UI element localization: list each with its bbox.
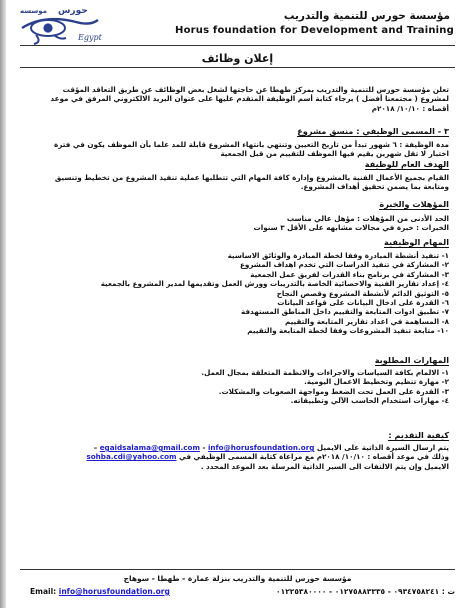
duration-line: مدة الوظيفة : ٦ شهور تبدأ من تاريخ التعيين وتنتهي بانتهاء المشروع قابلة للمد علما بأن الموظف يكون في فترة [53,140,449,149]
qualification-item: الخبرات : خبرة في مجالات مشابهه على الأقل ٣ سنوات [253,223,449,233]
skill-item: ١- الالمام بكافة السياسات والاجراءات والانظمة المتعلقة بمجال العمل. [201,368,449,377]
logo-text-bottom: Egypt [78,33,102,42]
email-link-1[interactable]: info@horusfoundation.org [207,443,315,452]
intro-line: تعلن مؤسسة حورس للتنمية والتدريب بمركز طهطا عن حاجتها لشغل بعض الوظائف عن طريق التعاقد المؤقت [62,85,449,94]
apply-paragraph [21,443,449,471]
tasks-heading [21,237,449,247]
skill-item: ٢- مهارة تنظيم وتخطيط الاعمال اليومية. [304,377,449,387]
org-name-english: Horus foundation for Development and Training [175,25,454,36]
job-goal-heading [21,159,449,169]
document-page [10,0,461,608]
skills-list [21,368,449,406]
task-item: ٨- المساهمة في اعداد تقارير المتابعة والتقييم [284,316,449,326]
task-item: ٧- تطبيق ادوات المتابعة والتقييم داخل المناطق المستهدفة [240,307,449,317]
email-link-2[interactable]: egaidsalama@gmail.com [99,443,200,452]
apply-line-2-text: وذلك في موعد أقصاه : ١٠/١٠/ ٢٠١٨م مع مراعاة كتابة المسمى الوظيفي في [179,452,449,462]
duration-paragraph [21,140,449,159]
footer-divider [20,569,455,570]
task-item: ١٠- متابعة تنفيذ المشروعات وفقا لخطة المتابعة والتقييم [247,326,449,336]
skills-heading-text: المهارات المطلوبة [374,355,449,365]
job-goal-heading-text: الهدف العام للوظيفة [364,159,449,169]
intro-paragraph [21,85,449,113]
apply-line-3: الايميل وإن يتم الالتفات الى السير الذاتية المرسلة بعد الموعد المحدد . [200,461,449,471]
skills-heading [21,355,449,365]
position-title [21,126,449,136]
apply-heading-text: كيفية التقديم : [388,430,449,440]
footer-email-label: Email: [30,587,57,596]
skill-item: ٤- مهارات استخدام الحاسب الآلي وتطبيقاته. [290,396,449,406]
header-divider [20,45,455,46]
skill-item: ٣- القدرة على العمل تحت الضغط ومواجهة الصعوبات والمشكلات. [218,386,449,396]
task-item: ٣- المشاركة في برنامج بناء القدرات لفريق عمل الجمعية [250,269,449,279]
position-title-text: ٣ - المسمى الوظيفي : منسق مشروع [297,126,449,136]
task-item: ٤- إعداد تقارير الفنية والاحصائية الخاصة بالتدريبات وورش العمل وتقديمها لمدير المشروع بالجمعية [100,279,449,289]
duration-line: اختبار لا تقل شهرين يقيم فيها الموظف للتقييم من قبل الجمعية [220,149,449,159]
qualifications-heading-text: المؤهلات والخبرة [379,199,449,209]
apply-line-1: يتم ارسال السيرة الذاتية على الايميل egaidsalama@gmail.com - info@horusfoundation.org – [93,443,449,452]
footer-email-link[interactable]: info@horusfoundation.org [58,587,170,596]
task-item: ٦- القدرة على ادخال البيانات على قواعد البيانات [277,298,449,308]
logo-prefix: موسسه [20,7,47,15]
footer-phones: ت : ٠٩٣٤٧٥٨٢٤١ - ٠١٢٧٥٨٨٣٣٣٥ - ٠١٢٢٥٣٨٠٠٠٠ [276,587,455,596]
page-shadow-edge [0,0,6,608]
job-goal-paragraph [21,173,449,192]
qualifications-list [21,214,449,233]
task-item: ٥- التوثيق الدائم لأنشطة المشروع وقصص النجاح [276,288,449,298]
apply-heading [21,430,449,440]
footer-email-block [30,587,170,596]
email-link-3[interactable]: sohba.cdi@yahoo.com [86,452,177,462]
apply-line-2 [21,452,449,461]
task-item: ٢- المشاركة في تنفيذ الدراسات التي تخدم اهداف المشروع [239,260,449,270]
intro-line: أقصاه : ١٠/١٠/ ٢٠١٨م [371,103,449,113]
tasks-heading-text: المهام الوظيفية [384,237,449,247]
tasks-list [21,251,449,336]
apply-line-1-text: يتم ارسال السيرة الذاتية على الايميل [316,443,449,452]
job-goal-line: القيام بجميع الأعمال الفنية بالمشروع وإدارة كافة المهام التي تتطلبها عملية تنفيذ المشروع من تخطيط وتنسيق [54,173,449,182]
task-item: ١- تنفيذ أنشطة المبادرة وفقا لخطة المبادرة والوثائق الاساسية [227,251,449,260]
job-goal-line: ومتابعة بما يضمن تحقيق أهداف المشروع. [300,182,449,192]
footer-address: مؤسسة حورس للتنمية والتدريب بنزلة عمارة - طهطا - سوهاج [123,574,352,583]
title-divider [20,67,455,68]
intro-line: لمشروع ( مجتمعنا أفضل ) برجاء كتابة أسم الوظيفة المتقدم عليها على عنوان البريد الالكتروني المرفق في موعد [50,94,449,104]
horus-logo [18,4,102,46]
logo-text-top: حورس [58,6,88,16]
qualification-item: الحد الأدنى من المؤهلات : مؤهل عالي مناسب [286,214,449,223]
qualifications-heading [21,199,449,209]
org-name-arabic: مؤسسة حورس للتنمية والتدريب [283,10,450,22]
page-title: إعلان وظائف [201,52,274,65]
